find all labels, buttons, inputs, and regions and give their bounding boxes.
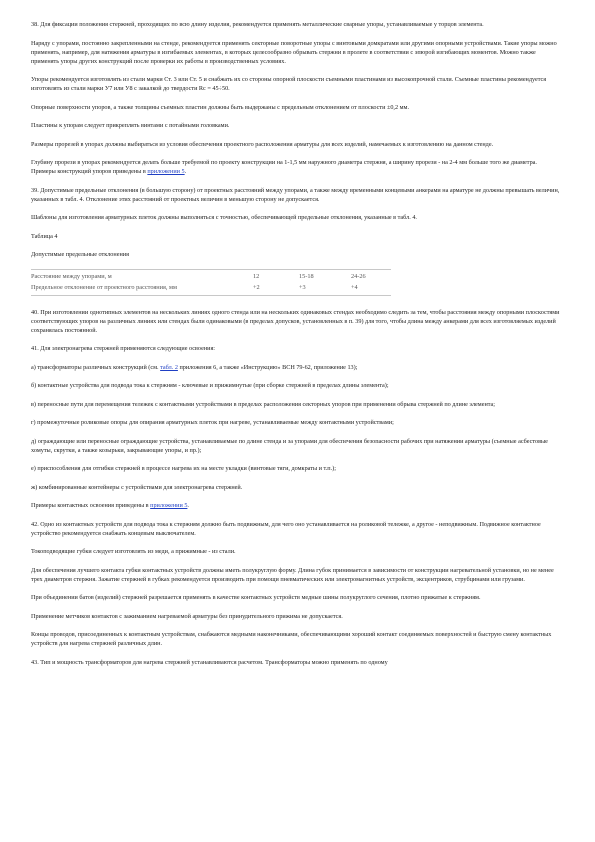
paragraph-38: 38. Для фиксации положения стержней, проходящих по всю длину изделия, рекомендуется применять металлические сварные упоры, устанавливаемые у торцов элемента. (31, 21, 484, 28)
paragraph-42-contact-shape: Для обеспечения лучшего контакта губки контактных устройств должны иметь полукруглую форму. Длина губок принимается в зависимости от конструкции нагревательной установки, но не менее трех диаметров стержня. Зажатие стержней в губках рекомендуется производить при помощи пневматических или электромагнитных устройств, эксцентриков, струбцинами или грузами. (31, 566, 554, 583)
paragraph-38-plates: Пластины к упорам следует прикреплять винтами с потайными головками. (31, 122, 230, 129)
paragraph-42-wire-ends: Концы проводов, присоединенных к контактным устройствам, снабжаются медными наконечниками, обеспечивающими хороший контакт соединяемых поверхностей и быструю смену контактных устройств для нагрева стержней различных длин. (31, 631, 552, 647)
paragraph-text: Глубину прорези в упорах рекомендуется делать больше требуемой по проекту конструкции на 1-1,5 мм наружного диаметра стержня, а ширину прорези - на 2-4 мм больше того же диаметра. Примеры конструкций упоров приведены в (31, 159, 537, 175)
paragraph-41-f: е) приспособления для отгибки стержней в процессе нагрева их на месте укладки (винтовые тяги, домкраты и т.п.); (31, 465, 336, 472)
paragraph-39-templates: Шаблоны для изготовления арматурных плеток должны выполняться с точностью, обеспечивающей предельные отклонения, указанные в табл. 4. (31, 214, 417, 221)
paragraph-41-a (31, 363, 563, 372)
table-cell: Предельное отклонение от проектного расстояния, мм (31, 282, 253, 295)
table-cell: +2 (253, 282, 299, 295)
paragraph-41: 41. Для электронагрева стержней применяются следующие освоения: (31, 345, 216, 352)
table-cell: 12 (253, 269, 299, 282)
table-cell: +3 (299, 282, 351, 295)
table-cell: Расстояние между упорами, м (31, 269, 253, 282)
paragraph-38-slot-size: Размеры прорезей в упорах должны выбираться из условия обеспечения проектного расположения арматуры для всех изделий, намечаемых к изготовлению на данном стенде. (31, 140, 494, 148)
paragraph-42-jaws: Токоподводящие губки следует изготовлять из меди, а прижимные - из стали. (31, 548, 236, 555)
table-number: Таблица 4 (31, 232, 58, 240)
paragraph-42-prohibition: Применение метчиков контактов с зажиманием нагреваемой арматуры без принудительного прижима не допускается. (31, 612, 343, 620)
paragraph-38-slot-depth: Глубину прорези в упорах рекомендуется делать больше требуемой по проекту конструкции на 1-1,5 мм наружного диаметра стержня, а ширину прорези - на 2-4 мм больше того же диаметра. Примеры конструкций упоров приведены в приложении 5. (31, 159, 537, 175)
paragraph-text: а) трансформаторы различных конструкций (см. (31, 363, 159, 371)
tolerance-table (31, 269, 391, 296)
paragraph-38-tolerance: Опорные поверхности упоров, а также толщины съемных пластин должны быть выдержаны с предельным отклонением от плоскости ±0,2 мм. (31, 103, 409, 111)
table-row (31, 269, 391, 282)
paragraph-41-c: в) переносные пути для перемещения тележек с контактными устройствами в пределах расположения секторных упоров при применении обрыва стержней по длине элемента; (31, 400, 496, 408)
table-cell: 24-26 (351, 269, 391, 282)
table-cell: 15-18 (299, 269, 351, 282)
paragraph-43: 43. Тип и мощность трансформаторов для нагрева стержней устанавливаются расчетом. Трансформаторы можно применять по одному (31, 658, 388, 666)
paragraph-42-busbars: При объединении батов (изделий) стержней разрешается применять в качестве контактных устройств медные шины полукруглого сечения, плотно прижатые к стержням. (31, 594, 481, 601)
appendix-5-link[interactable]: приложении 5 (150, 502, 188, 509)
paragraph-40: 40. При изготовлении однотипных элементов на нескольких линиях одного стенда или на нескольких одинаковых стендах необходимо следить за тем, чтобы расстояния между опорными плоскостями соответствующих упоров на различных линиях или стендах были одинаковыми (в пределах допусков, установленных в п. 39) для того, чтобы длина между анкерами для всех изготовляемых изделий сохранялась постоянной. (31, 308, 560, 334)
paragraph-41-e: д) ограждающие или переносные ограждающие устройства, устанавливаемые по длине стенда и за упорами для обеспечения безопасности рабочих при натяжении арматуры (съемные асбестовые хомуты, скрутки, а также козырьки, закрывающие упоры, и пр.); (31, 437, 548, 454)
paragraph-38-sector-stops: Наряду с упорами, постоянно закрепленными на стенде, рекомендуется применять секторные поворотные упоры с винтовыми домкратами или другими опорными устройствами. Такие упоры можно применять, например, для натяжения арматуры в изгибаемых элементах, в которых целесообразно обрывать стержни в пролете в соответствии с эпюрой изгибающих моментов. Можно также применять упоры других конструкций после проверки их работы в производственных условиях. (31, 39, 557, 65)
paragraph-42: 42. Одно из контактных устройств для подвода тока к стержням должно быть подвижным, для чего оно устанавливается на роликовой тележке, а другое - неподвижным. Подвижное контактное устройство рекомендуется снабжать концевым выключателем. (31, 520, 541, 537)
table-title: Допустимые предельные отклонения (31, 251, 129, 258)
paragraph-41-g: ж) комбинированные контейнеры с устройствами для электронагрева стержней. (31, 483, 243, 491)
paragraph-39: 39. Допустимые предельные отклонения (в большую сторону) от проектных расстояний между упорами, а также между временными концевыми анкерами на арматуре не должны превышать величин, указанных в табл. 4. Отклонение этих расстояний от проектных величин в меньшую сторону не допускается. (31, 186, 560, 203)
appendix-5-link[interactable]: приложении 5 (147, 168, 185, 175)
table-row (31, 282, 391, 295)
paragraph-41-b: б) контактные устройства для подвода тока к стержням - ключевые и прижимнутые (при сборке стержней в пределах длины элемента); (31, 382, 389, 389)
paragraph-38-stop-material: Упоры рекомендуется изготовлять из стали марки Ст. 3 или Ст. 5 и снабжать их со стороны опорной плоскости съемными пластинами из высокопрочной стали. Съемные пластины рекомендуется изготовлять из стали марки У7 или У8 с закалкой до твердости Rc = 45÷50. (31, 76, 547, 92)
table-2-link[interactable]: табл. 2 (160, 363, 178, 371)
paragraph-41-d: г) промежуточные роликовые опоры для опирания арматурных плеток при нагреве, устанавливаемые между контактными устройствами; (31, 419, 394, 426)
document-page (31, 20, 563, 676)
paragraph-text: приложения 6, а также «Инструкцию» ВСН 79-62, приложение 13); (179, 363, 358, 371)
table-cell: +4 (351, 282, 391, 295)
paragraph-41-examples: Примеры контактных освоения приведены в приложении 5. (31, 502, 189, 509)
paragraph-text: Примеры контактных освоения приведены в (31, 502, 149, 509)
